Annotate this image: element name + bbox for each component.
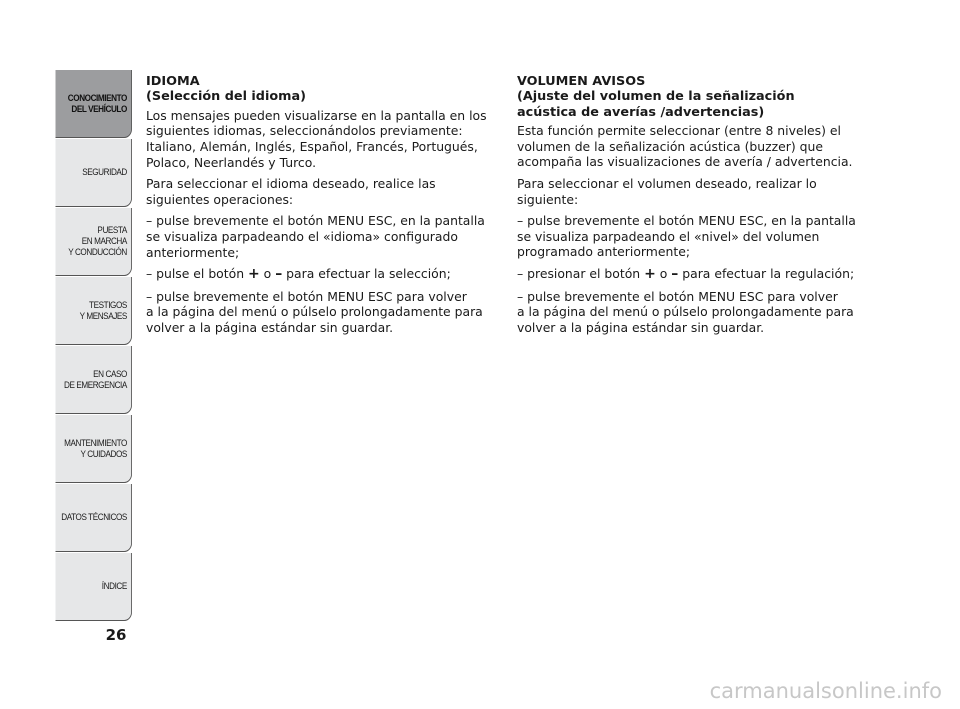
minus-sign: –: [671, 265, 679, 282]
sidebar-tab-label: MANTENIMIENTO Y CUIDADOS: [56, 415, 133, 483]
paragraph-buttons: [517, 266, 867, 283]
sidebar-tab-datos-tecnicos[interactable]: [42, 484, 132, 552]
sidebar-tab-label: TESTIGOS Y MENSAJES: [56, 277, 133, 345]
sidebar-tab-label: PUESTA EN MARCHA Y CONDUCCIÓN: [56, 208, 133, 276]
text: o: [655, 265, 672, 281]
minus-sign: –: [275, 266, 283, 283]
sidebar-tab-label: CONOCIMIENTO DEL VEHÍCULO: [56, 70, 133, 138]
sidebar-tab-conocimiento[interactable]: [42, 70, 132, 138]
paragraph: – pulse brevemente el botón MENU ESC, en la pantalla se visualiza parpadeando el «nivel» del volumen programado anteriormente;: [517, 213, 856, 260]
sidebar-tab-seguridad[interactable]: [42, 139, 132, 207]
sidebar-tab-label: EN CASO DE EMERGENCIA: [56, 346, 133, 414]
paragraph: – pulse brevemente el botón MENU ESC, en la pantalla se visualiza parpadeando el «idioma» configurado anteriormente;: [146, 213, 485, 260]
paragraph: Los mensajes pueden visualizarse en la pantalla en los siguientes idiomas, seleccionándolos previamente: Italiano, Alemán, Inglés, Español, Francés, Portugués, Polaco, Neerlandés y Turco.: [146, 107, 487, 170]
text: – pulse el botón: [146, 266, 248, 282]
paragraph: Esta función permite seleccionar (entre 8 niveles) el volumen de la señalización acústica (buzzer) que acompaña las visualizaciones de avería / advertencia.: [517, 123, 853, 170]
sidebar-tab-puesta-en-marcha[interactable]: [42, 208, 132, 276]
text: para efectuar la selección;: [282, 266, 451, 282]
section-heading: [517, 74, 867, 120]
page-number: 26: [105, 626, 127, 644]
sidebar-tab-label: DATOS TÉCNICOS: [56, 484, 133, 552]
section-idioma: [146, 74, 496, 342]
sidebar-tab-label: ÍNDICE: [56, 553, 133, 621]
paragraph: – pulse brevemente el botón MENU ESC para volver a la página del menú o púlselo prolongadamente para volver a la página estándar sin guardar.: [146, 288, 483, 335]
sidebar-tab-testigos[interactable]: [42, 277, 132, 345]
sidebar-tab-indice[interactable]: [42, 553, 132, 621]
paragraph: Para seleccionar el volumen deseado, realizar lo siguiente:: [517, 176, 817, 207]
plus-sign: +: [644, 265, 656, 282]
paragraph: Para seleccionar el idioma deseado, realice las siguientes operaciones:: [146, 176, 436, 207]
sidebar-tab-emergencia[interactable]: [42, 346, 132, 414]
text: para efectuar la regulación;: [678, 265, 855, 281]
watermark: carmanualsonline.info: [709, 679, 942, 703]
section-title: IDIOMA: [146, 74, 200, 89]
section-subtitle: (Selección del idioma): [146, 89, 306, 105]
paragraph: – pulse brevemente el botón MENU ESC para volver a la página del menú o púlselo prolongadamente para volver a la página estándar sin guardar.: [517, 288, 854, 335]
section-heading: [146, 74, 496, 105]
paragraph-buttons: [146, 266, 496, 283]
sidebar-tab-mantenimiento[interactable]: [42, 415, 132, 483]
section-volumen-avisos: [517, 74, 867, 341]
text: – presionar el botón: [517, 265, 645, 281]
text: o: [259, 266, 276, 282]
sidebar-tab-label: SEGURIDAD: [56, 139, 133, 207]
section-title: VOLUMEN AVISOS: [517, 74, 646, 89]
plus-sign: +: [248, 266, 260, 283]
section-subtitle: (Ajuste del volumen de la señalización acústica de averías /advertencias): [517, 89, 795, 120]
